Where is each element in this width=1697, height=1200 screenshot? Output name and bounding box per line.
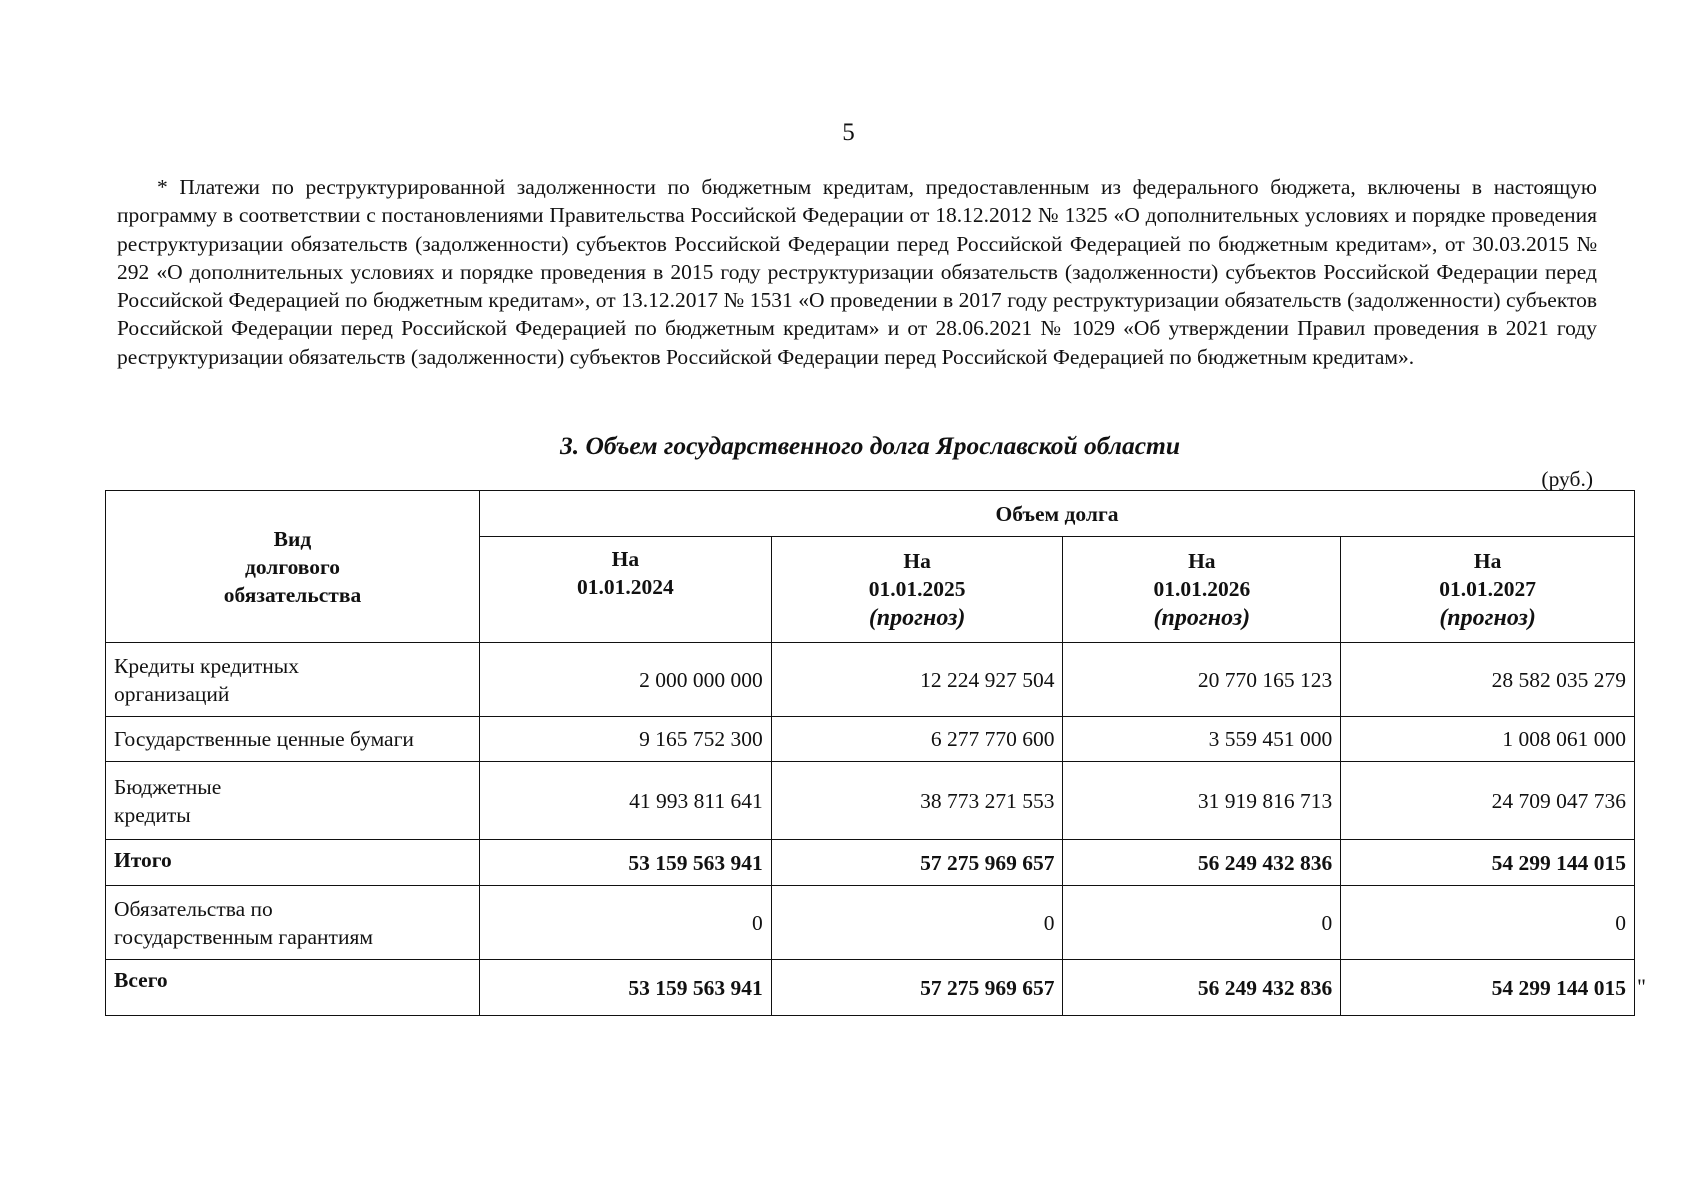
debt-table bbox=[105, 490, 1635, 1016]
cell-value: 28 582 035 279 bbox=[1341, 643, 1635, 717]
column-header-date: 01.01.2024 bbox=[576, 575, 674, 599]
row-label: Бюджетные кредиты bbox=[106, 762, 480, 840]
column-header-prefix: На bbox=[903, 548, 931, 573]
row-label: Кредиты кредитных организаций bbox=[106, 643, 480, 717]
cell-value: 0 bbox=[1063, 886, 1341, 960]
cell-value: 1 008 061 000 bbox=[1341, 717, 1635, 762]
row-label: Итого bbox=[106, 840, 480, 886]
table-row-grand-total bbox=[106, 960, 1635, 1016]
cell-value: 56 249 432 836 bbox=[1063, 960, 1341, 1016]
cell-value: 38 773 271 553 bbox=[771, 762, 1063, 840]
column-header bbox=[771, 537, 1063, 643]
cell-value: 53 159 563 941 bbox=[479, 840, 771, 886]
row-label: Государственные ценные бумаги bbox=[106, 717, 480, 762]
row-label: Всего bbox=[106, 960, 480, 1016]
page-number: 5 bbox=[842, 119, 855, 146]
cell-value: 0 bbox=[771, 886, 1063, 960]
cell-value: 20 770 165 123 bbox=[1063, 643, 1341, 717]
group-header: Объем долга bbox=[479, 491, 1634, 537]
table-row bbox=[106, 717, 1635, 762]
column-header-prefix: На bbox=[611, 547, 640, 571]
column-header-note: (прогноз) bbox=[868, 604, 966, 631]
cell-value: 31 919 816 713 bbox=[1063, 762, 1341, 840]
corner-header-line-3: обязательства bbox=[223, 582, 362, 607]
cell-value: 54 299 144 015 bbox=[1341, 840, 1635, 886]
column-header bbox=[1341, 537, 1635, 643]
cell-value: 57 275 969 657 bbox=[771, 960, 1063, 1016]
cell-value: 0 bbox=[479, 886, 771, 960]
column-header bbox=[479, 537, 771, 643]
table-row bbox=[106, 886, 1635, 960]
unit-note: (руб.) bbox=[1541, 467, 1593, 491]
column-header-note: (прогноз) bbox=[1153, 604, 1251, 631]
column-header-prefix: На bbox=[1473, 548, 1502, 573]
cell-value: 9 165 752 300 bbox=[479, 717, 771, 762]
cell-value: 6 277 770 600 bbox=[771, 717, 1063, 762]
cell-value: 2 000 000 000 bbox=[479, 643, 771, 717]
corner-header-line-1: Вид bbox=[273, 526, 312, 551]
column-header bbox=[1063, 537, 1341, 643]
table-row-total bbox=[106, 840, 1635, 886]
column-header-prefix: На bbox=[1188, 548, 1216, 573]
cell-value: 12 224 927 504 bbox=[771, 643, 1063, 717]
column-header-date: 01.01.2026 bbox=[1153, 576, 1251, 601]
cell-value: 41 993 811 641 bbox=[479, 762, 771, 840]
cell-value: 56 249 432 836 bbox=[1063, 840, 1341, 886]
column-header-date: 01.01.2025 bbox=[868, 576, 966, 601]
corner-header-line-2: долгового bbox=[244, 554, 340, 579]
column-header-date: 01.01.2027 bbox=[1439, 576, 1536, 601]
cell-value: 24 709 047 736 bbox=[1341, 762, 1635, 840]
table-row bbox=[106, 762, 1635, 840]
cell-value: 53 159 563 941 bbox=[479, 960, 771, 1016]
row-label: Обязательства по государственным гарантиям bbox=[106, 886, 480, 960]
cell-value: 3 559 451 000 bbox=[1063, 717, 1341, 762]
cell-value: 54 299 144 015 bbox=[1341, 960, 1635, 1016]
column-header-note: (прогноз) bbox=[1439, 604, 1536, 631]
corner-header bbox=[106, 491, 480, 643]
section-title: 3. Объем государственного долга Ярославской области bbox=[559, 431, 1181, 460]
footnote: * Платежи по реструктурированной задолженности по бюджетным кредитам, предоставленным из федерального бюджета, включены в настоящую программу в соответствии с постановлениями Правительства Российской Федерации от 18.12.2012 № 1325 «О дополнительных условиях и порядке проведения реструктуризации обязательств (задолженности) субъектов Российской Федерации перед Российской Федерацией по бюджетным кредитам», от 30.03.2015 № 292 «О дополнительных условиях и порядке проведения в 2015 году реструктуризации обязательств (задолженности) субъектов Российской Федерации перед Российской Федерацией по бюджетным кредитам», от 13.12.2017 № 1531 «О проведении в 2017 году реструктуризации обязательств (задолженности) субъектов Российской Федерации перед Российской Федерацией по бюджетным кредитам» и от 28.06.2021 № 1029 «Об утверждении Правил проведения в 2021 году реструктуризации обязательств (задолженности) субъектов Российской Федерации перед Российской Федерацией по бюджетным кредитам». bbox=[117, 175, 1597, 369]
table-row bbox=[106, 643, 1635, 717]
cell-value: 0 bbox=[1341, 886, 1635, 960]
cell-value: 57 275 969 657 bbox=[771, 840, 1063, 886]
closing-quote-mark: " bbox=[1637, 974, 1646, 999]
